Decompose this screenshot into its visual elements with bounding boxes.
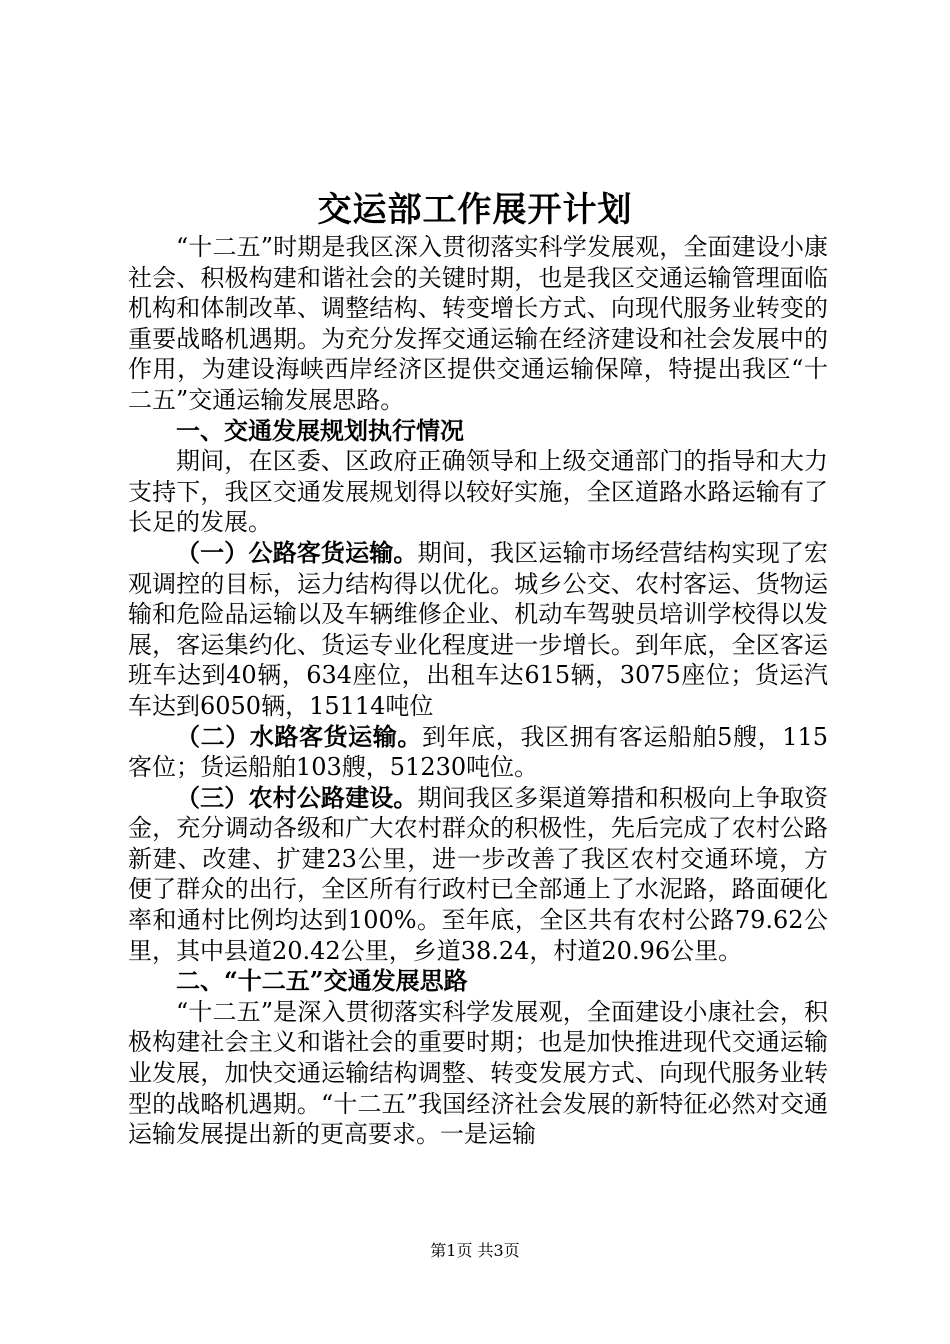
paragraph-text: 期间，在区委、区政府正确领导和上级交通部门的指导和大力支持下，我区交通发展规划得以较好实施，全区道路水路运输有了长足的发展。 (128, 447, 828, 537)
paragraph-text: “十二五”时期是我区深入贯彻落实科学发展观，全面建设小康社会、积极构建和谐社会的关键时期，也是我区交通运输管理面临机构和体制改革、调整结构、转变增长方式、向现代服务业转变的重要战略机遇期。为充分发挥交通运输在经济建设和社会发展中的作用，为建设海峡西岸经济区提供交通运输保障，特提出我区“十二五”交通运输发展思路。 (128, 233, 828, 414)
rural-road-paragraph (128, 783, 828, 967)
paragraph-text: “十二五”是深入贯彻落实科学发展观，全面建设小康社会，积极构建社会主义和谐社会的重要时期；也是加快推进现代交通运输业发展，加快交通运输结构调整、转变发展方式、向现代服务业转型的战略机遇期。“十二五”我国经济社会发展的新特征必然对交通运输发展提出新的更高要求。一是运输 (128, 997, 828, 1149)
paragraph-lead: （二）水路客货运输。 (176, 721, 422, 751)
paragraph-text: 期间，我区运输市场经营结构实现了宏观调控的目标，运力结构得以优化。城乡公交、农村客运、货物运输和危险品运输以及车辆维修企业、机动车驾驶员培训学校得以发展，客运集约化、货运专业化程度进一步增长。到年底，全区客运班车达到40辆，634座位，出租车达615辆，3075座位；货运汽车达到6050辆，15114吨位 (128, 538, 829, 720)
document-title: 交运部工作展开计划 (317, 190, 633, 230)
section-1-paragraph (128, 446, 828, 538)
section-heading-2: 二、“十二五”交通发展思路 (176, 966, 468, 996)
paragraph-lead: （三）农村公路建设。 (176, 782, 418, 812)
paragraph-lead: （一）公路客货运输。 (176, 537, 418, 567)
paragraph-text: 到年底，我区拥有客运船舶5艘，115客位；货运船舶103艘，51230吨位。 (128, 722, 828, 782)
page-footer: 第1页 共3页 (430, 1241, 520, 1260)
section-heading-1: 一、交通发展规划执行情况 (176, 415, 464, 445)
section-2-paragraph (128, 997, 828, 1150)
paragraph-text: 期间我区多渠道筹措和积极向上争取资金，充分调动各级和广大农村群众的积极性，先后完成了农村公路新建、改建、扩建23公里，进一步改善了我区农村交通环境，方便了群众的出行，全区所有行政村已全部通上了水泥路，路面硬化率和通村比例均达到100%。至年底，全区共有农村公路79.62公里，其中县道20.42公里，乡道38.24，村道20.96公里。 (128, 783, 829, 965)
highway-transport-paragraph (128, 538, 828, 722)
waterway-transport-paragraph (128, 722, 828, 783)
intro-paragraph (128, 232, 828, 416)
document-body (128, 232, 828, 1150)
